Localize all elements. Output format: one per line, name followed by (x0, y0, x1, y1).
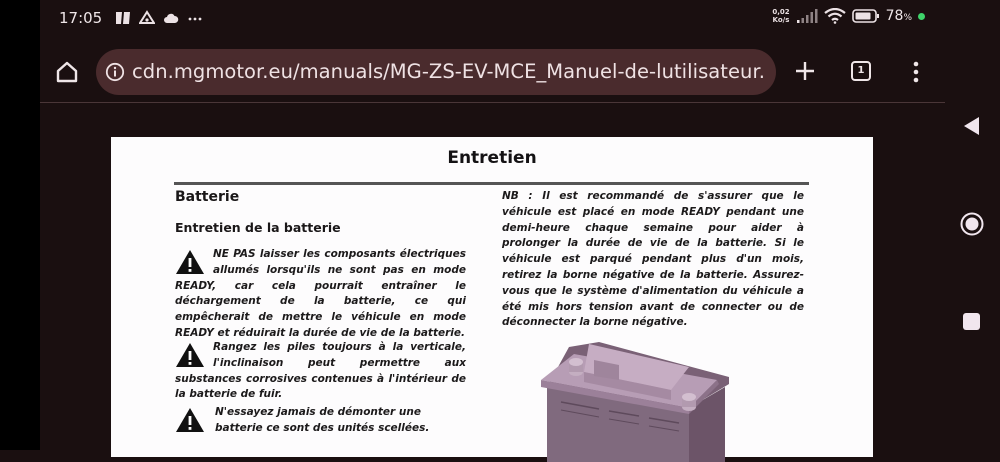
warning-text: Rangez les piles toujours à la verticale, l'inclinaison peut permettre aux substances corrosives contenues à l'intérieur de la batterie de fuir. (175, 341, 466, 401)
network-speed-unit: Ko/s (772, 16, 790, 24)
title-rule (174, 182, 809, 185)
warning-item (175, 405, 466, 437)
page-title: Entretien (447, 148, 537, 168)
new-tab-plus-icon[interactable] (792, 58, 818, 84)
warning-text: NE PAS laisser les composants électriques allumés lorsqu'ils ne sont pas en mode READY, car cela pourrait entraîner le déchargement de la batterie, ce qui empêcherait de mettre le véhicule en mode READY et réduirait la durée de vie de la batterie. (175, 248, 466, 339)
network-speed (772, 8, 789, 24)
battery-percent-sign: % (903, 13, 912, 23)
warning-item (175, 340, 466, 403)
more-dots-icon (187, 10, 203, 26)
note-text: NB : Il est recommandé de s'assurer que le véhicule est placé en mode READY pendant une demi-heure chaque semaine pour aider à prolonger la durée de vie de la batterie. Si le véhicule est parqué pendant plus d'un mois, retirez la borne négative de la batterie. Assurez-vous que le système d'alimentation du véhicule a été mis hors tension avant de connecter ou de déconnecter la borne négative. (502, 190, 804, 329)
warning-triangle-icon (175, 342, 205, 368)
site-info-icon[interactable] (105, 62, 125, 82)
sim-card-icon (115, 10, 131, 26)
warning-text: N'essayez jamais de démonter une batterie ce sont des unités scellées. (215, 406, 430, 434)
nav-back-icon[interactable] (962, 116, 980, 136)
tab-count: 1 (857, 65, 865, 76)
url-text[interactable]: cdn.mgmotor.eu/manuals/MG-ZS-EV-MCE_Manuel-de-lutilisateur. (132, 60, 765, 83)
privacy-indicator-dot (918, 13, 925, 20)
status-time: 17:05 (59, 9, 103, 27)
more-options-icon[interactable] (912, 60, 920, 84)
subsection-heading: Entretien de la batterie (175, 220, 341, 235)
address-bar[interactable] (96, 49, 776, 95)
section-heading: Batterie (175, 189, 240, 205)
toolbar-divider (40, 102, 945, 103)
status-notification-icons (115, 10, 203, 26)
warning-triangle-icon (175, 249, 205, 275)
battery-percent-value: 78 (885, 8, 904, 24)
network-speed-value: 0,02 (772, 8, 790, 16)
status-system-icons (772, 8, 925, 24)
tab-switcher-button[interactable] (851, 61, 871, 81)
signal-strength-icon (796, 8, 818, 24)
system-navigation-bar (945, 0, 1000, 450)
cloud-icon (163, 10, 179, 26)
home-icon[interactable] (54, 59, 80, 85)
drive-icon (139, 10, 155, 26)
pdf-page (111, 137, 873, 457)
car-battery-illustration (539, 332, 729, 462)
battery-percentage (886, 8, 912, 24)
wifi-icon (824, 8, 846, 24)
warning-triangle-icon (175, 407, 205, 433)
warning-item (175, 247, 466, 342)
nav-recents-icon[interactable] (963, 313, 980, 330)
left-screen-edge (0, 0, 40, 450)
browser-toolbar (40, 40, 945, 103)
battery-icon (852, 8, 880, 24)
nav-home-icon[interactable] (960, 212, 984, 236)
status-bar (40, 0, 945, 40)
